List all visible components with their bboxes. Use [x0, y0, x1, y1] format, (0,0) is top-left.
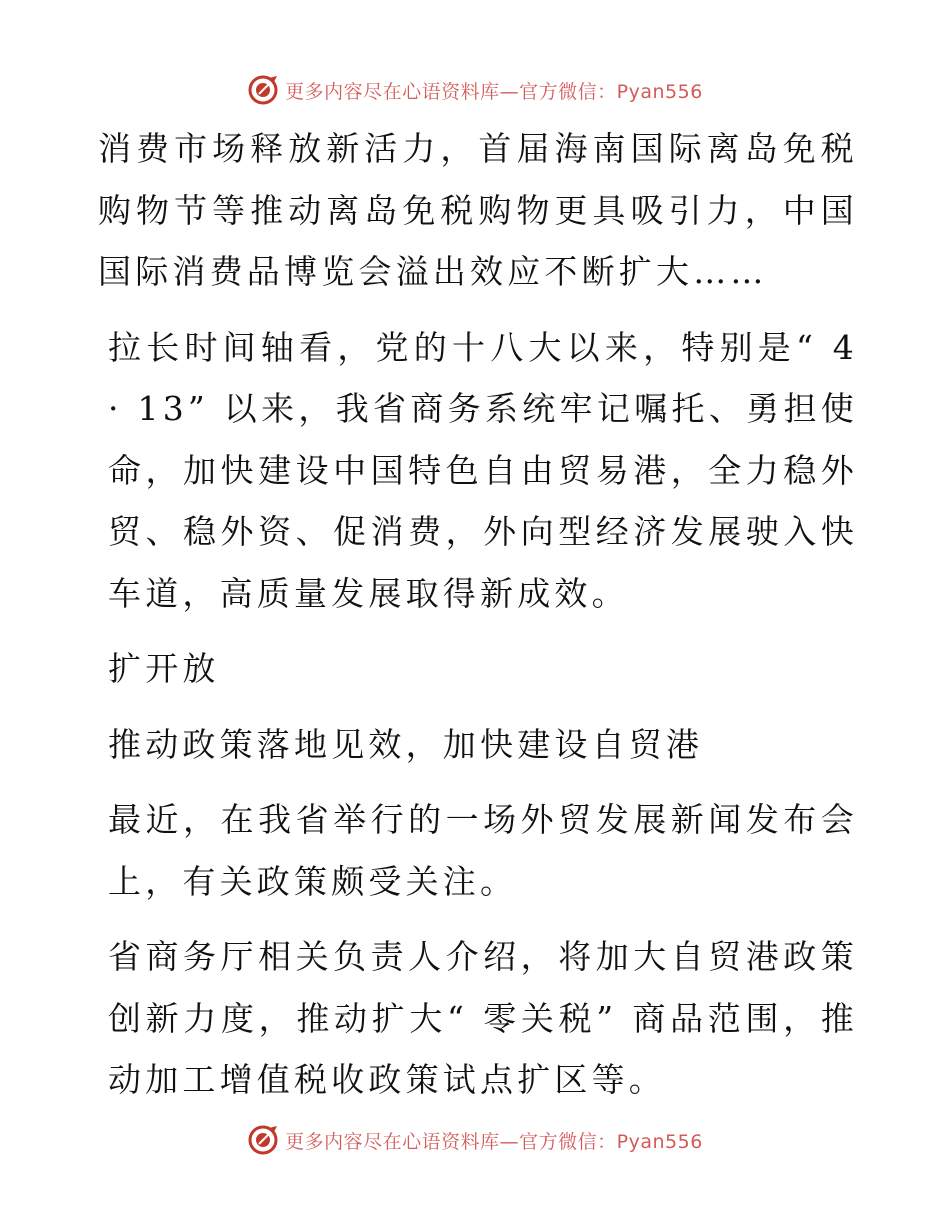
section-subheading: 推动政策落地见效，加快建设自贸港 — [108, 724, 704, 764]
section-heading-open-up: 扩开放 — [108, 649, 220, 688]
paragraph-consumer-market: 消费市场释放新活力，首届海南国际离岛免税购物节等推动离岛免税购物更具吸引力，中国国际消费品博览会溢出效应不断扩大…… — [98, 129, 858, 291]
pen-circle-logo-icon — [247, 74, 279, 106]
paragraph-commerce-department: 省商务厅相关负责人介绍，将加大自贸港政策创新力度，推动扩大“ 零关税” 商品范围，推动加工增值税收政策试点扩区等。 — [108, 937, 858, 1099]
paragraph-timeline: 拉长时间轴看，党的十八大以来，特别是“ 4 · 13” 以来，我省商务系统牢记嘱托、勇担使命，加快建设中国特色自由贸易港，全力稳外贸、稳外资、促消费，外向型经济发展驶入快车道，高质量发展取得新成效。 — [108, 327, 858, 613]
header-banner-text: 更多内容尽在心语资料库—官方微信：Pyan556 — [285, 80, 703, 103]
header-banner — [0, 70, 950, 110]
footer-banner — [0, 1120, 950, 1160]
body-content — [98, 118, 858, 1125]
footer-banner-text: 更多内容尽在心语资料库—官方微信：Pyan556 — [285, 1130, 703, 1153]
pen-circle-logo-icon — [247, 1124, 279, 1156]
paragraph-press-conference: 最近，在我省举行的一场外贸发展新闻发布会上，有关政策颇受关注。 — [108, 800, 858, 901]
